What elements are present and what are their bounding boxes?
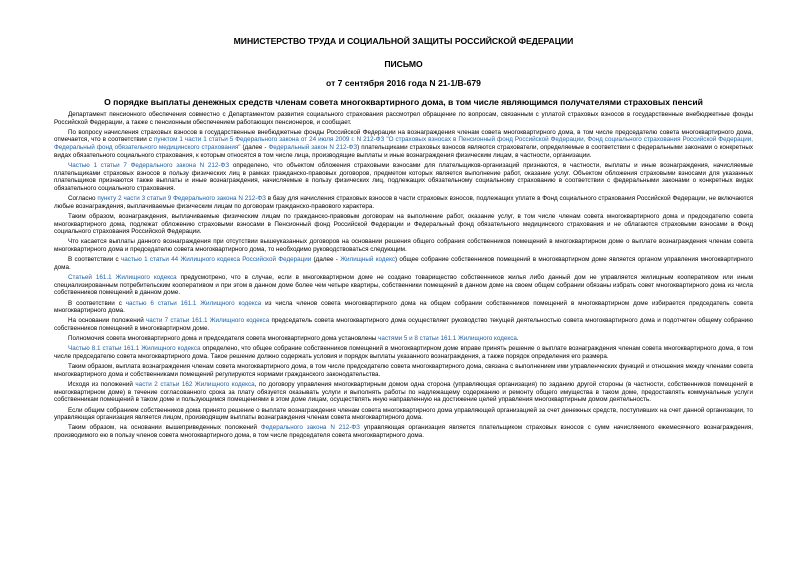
paragraph-text: ) плательщиками страховых взносов являются страхователи, определяемые в соответствии с федеральными законами о конкретных видах обязательного социального страхования, к которым относятся в том числе лица, производящие выплаты и иные вознаграждения физическим лицам, в частности, организации.: [54, 144, 753, 159]
law-link[interactable]: Частью 1 статьи 7 Федерального закона N 212-ФЗ: [68, 161, 230, 169]
paragraph-10: [54, 317, 753, 332]
law-link[interactable]: части 7 статьи 161.1 Жилищного кодекса: [146, 317, 270, 325]
paragraph-5: [54, 213, 753, 236]
paragraph-15: [54, 407, 753, 422]
law-link[interactable]: Статьей 161.1 Жилищного кодекса: [68, 274, 177, 282]
paragraph-text: Полномочия совета многоквартирного дома и председателя совета многоквартирного дома установлены: [68, 335, 379, 343]
paragraph-text: Таким образом, вознаграждения, выплачиваемые физическим лицам по гражданско-правовым договорам на выполнение работ, оказание услуг, в том числе членам совета многоквартирного дома и председателю совета многоквартирного дома, подлежат обложению страховыми взносами в Пенсионный фонд Российской Федерации и Федеральный фонд обязательного медицинского страхования и не облагаются страховыми взносами в Фонд социального страхования Российской Федерации.: [54, 212, 753, 236]
paragraph-text: Исходя из положений: [68, 381, 136, 389]
paragraph-text: из числа членов совета многоквартирного дома на общем собрании собственников помещений в многоквартирном доме избирается председатель совета многоквартирного дома.: [54, 299, 753, 315]
paragraph-text: Таким образом, выплата вознаграждения членам совета многоквартирного дома, в том числе председателю совета многоквартирного дома, связана с выполнением ими управленческих функций и отношения между членами совета многоквартирного дома и собственниками помещений регулируются нормами гражданского законодательства.: [54, 363, 753, 378]
law-link[interactable]: Жилищный кодекс: [340, 256, 396, 264]
paragraph-text: .: [516, 335, 519, 343]
law-link[interactable]: пунктом 1 части 1 статьи 5 Федерального закона от 24 июля 2009 г. N 212-ФЗ "О страховых взносах в Пенсионный фонд Российской Федерации, Фонд социального страхования Российской Федерации, Федеральный фонд обязательного медицинского страхования": [54, 136, 754, 152]
paragraph-4: [54, 195, 753, 210]
paragraph-text: По вопросу начисления страховых взносов в государственные внебюджетные фонды Российской Федерации на вознаграждения членам совета многоквартирного дома, в том числе председателю совета многоквартирного дома, отмечается, что в соответствии с: [54, 128, 753, 144]
paragraph-text: (далее -: [240, 144, 269, 152]
paragraph-7: [54, 256, 753, 271]
document-type-heading: ПИСЬМО: [384, 59, 423, 69]
paragraph-text: В соответствии с: [68, 256, 121, 264]
paragraph-text: определено, что общее собрание собственников помещений в многоквартирном доме вправе принять решение о выплате вознаграждения членам совета многоквартирного дома, в том числе председателю совета многоквартирного дома. Такое решение должно содержать условия и порядок выплаты указанного вознаграждения, а также порядок определения его размера.: [54, 345, 753, 361]
law-link[interactable]: частями 5 и 8 статьи 161.1 Жилищного кодекса: [378, 335, 517, 343]
paragraph-text: В соответствии с: [68, 299, 126, 307]
document-date-number: от 7 сентября 2016 года N 21-1/В-679: [326, 78, 481, 88]
paragraph-9: [54, 300, 753, 315]
paragraph-16: [54, 424, 753, 439]
paragraph-text: в базу для начисления страховых взносов в части страховых взносов, подлежащих уплате в Фонд социального страхования Российской Федерации, не включаются любые вознаграждения, выплачиваемые физическим лицам по договорам гражданско-правового характера.: [54, 195, 754, 210]
law-link[interactable]: части 2 статьи 162 Жилищного кодекса: [135, 381, 255, 389]
paragraph-text: На основании положений: [68, 317, 146, 325]
paragraph-text: Что касается выплаты данного вознаграждения при отсутствии вышеуказанных договоров на основании решения общего собрания собственников помещений в многоквартирном доме о выплате вознаграждения членам совета многоквартирного дома и председателю совета многоквартирного дома, то необходимо руководствоваться следующим.: [54, 238, 753, 253]
paragraph-text: , по договору управления многоквартирным домом одна сторона (управляющая организация) по заданию другой стороны (в частности, собственников помещений в многоквартирном доме) в течение согласованного срока за плату обязуется оказывать услуги и выполнять работы по надлежащему содержанию и ремонту общего имущества в таком доме, предоставлять коммунальные услуги собственникам помещений в таком доме и пользующимся помещениями в этом доме лицам, осуществлять иную направленную на достижение целей управления многоквартирным домом деятельность.: [54, 381, 753, 404]
law-link[interactable]: пункту 2 части 3 статьи 9 Федерального закона N 212-ФЗ: [97, 195, 266, 203]
paragraph-text: Если общим собранием собственников дома принято решение о выплате вознаграждения членам совета многоквартирного дома управляющей организацией за счет денежных средств, поступивших на счет данной организации, то управляющая организация является лицом, производящим выплаты вознаграждения членам совета многоквартирного дома.: [54, 406, 753, 422]
paragraph-text: управляющая организация является плательщиком страховых взносов с сумм начисляемого ежемесячного вознаграждения, производимого ею в пользу членов совета многоквартирного дома, в том числе председателя совета многоквартирного дома.: [54, 424, 753, 440]
paragraph-11: [54, 335, 753, 343]
law-link[interactable]: частью 1 статьи 44 Жилищного кодекса Российской Федерации: [120, 256, 312, 264]
document-subject: О порядке выплаты денежных средств членам совета многоквартирного дома, в том числе являющимся получателями страховых пенсий: [104, 97, 703, 107]
paragraph-6: [54, 238, 753, 253]
law-link[interactable]: частью 6 статьи 161.1 Жилищного кодекса: [125, 299, 262, 307]
ministry-heading: МИНИСТЕРСТВО ТРУДА И СОЦИАЛЬНОЙ ЗАЩИТЫ РОССИЙСКОЙ ФЕДЕРАЦИИ: [233, 36, 574, 46]
paragraph-14: [54, 381, 753, 404]
paragraph-13: [54, 363, 753, 378]
document-body: [54, 111, 753, 440]
paragraph-text: (далее -: [311, 256, 341, 264]
paragraph-12: [54, 345, 753, 360]
paragraph-text: Департамент пенсионного обеспечения совместно с Департаментом развития социального страхования рассмотрел обращение по вопросам, связанным с уплатой страховых взносов в государственные внебюджетные фонды Российской Федерации, а также с пенсионным обеспечением работающих пенсионеров, и сообщает.: [54, 111, 753, 126]
law-link[interactable]: Федеральный закон N 212-ФЗ: [268, 144, 358, 152]
paragraph-2: [54, 129, 753, 160]
paragraph-text: председатель совета многоквартирного дома осуществляет руководство текущей деятельностью совета многоквартирного дома и подотчетен общему собранию собственников помещений в многоквартирном доме.: [54, 317, 753, 332]
paragraph-8: [54, 274, 753, 297]
paragraph-text: Таким образом, на основании вышеприведенных положений: [68, 424, 261, 432]
paragraph-text: предусмотрено, что в случае, если в многоквартирном доме не создано товарищество собственников жилья либо данный дом не управляется жилищным кооперативом или иным специализированным потребительским кооперативом и при этом в данном доме более чем четыре квартиры, собственники помещений в данном доме на своем общем собрании обязаны избрать совет многоквартирного дома из числа собственников помещений в данном доме.: [54, 274, 753, 297]
paragraph-1: [54, 111, 753, 126]
law-link[interactable]: Частью 8.1 статьи 161.1 Жилищного кодекса: [68, 345, 201, 353]
paragraph-text: Согласно: [68, 195, 98, 203]
paragraph-text: определено, что объектом обложения страховыми взносами для плательщиков-организаций признаются, в частности, выплаты и иные вознаграждения, начисляемые плательщиками страховых взносов в пользу физических лиц в рамках гражданско-правовых договоров, предметом которых является выполнение работ, оказание услуг. Объектом обложения страховыми взносами для указанных плательщиков признаются также выплаты и иные вознаграждения, начисляемые в пользу физических лиц, подлежащих обязательному социальному страхованию в соответствии с федеральными законами о конкретных видах обязательного социального страхования.: [54, 161, 753, 192]
paragraph-text: ) общее собрание собственников помещений в многоквартирном доме является органом управления многоквартирного дома.: [54, 256, 753, 271]
paragraph-3: [54, 162, 753, 193]
law-link[interactable]: Федерального закона N 212-ФЗ: [260, 424, 360, 432]
